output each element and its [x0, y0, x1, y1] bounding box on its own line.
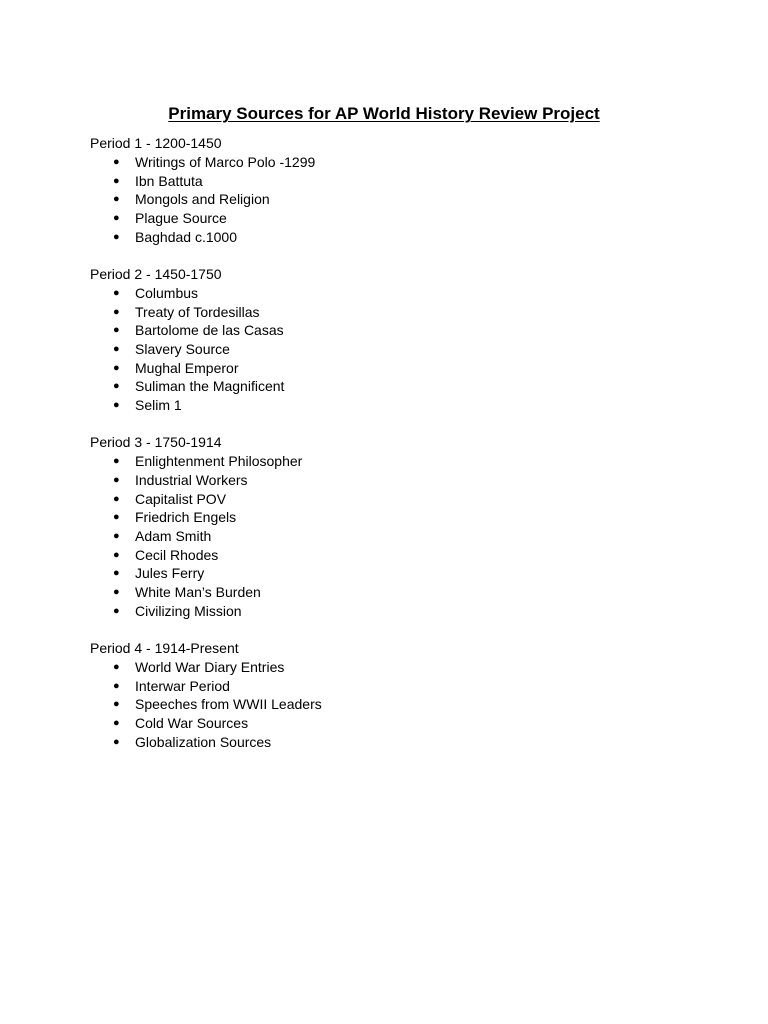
list-item-text: Capitalist POV: [135, 490, 227, 507]
list-item: [90, 508, 710, 527]
bullet-icon: ●: [113, 286, 120, 299]
list-item: [90, 340, 710, 359]
list-item: [90, 677, 710, 696]
list-item-text: Globalization Sources: [135, 733, 272, 750]
bullet-icon: ●: [113, 380, 120, 393]
source-list: [90, 658, 710, 751]
list-item: [90, 695, 710, 714]
list-item: [90, 209, 710, 228]
list-item-text: Treaty of Tordesillas: [135, 303, 260, 320]
list-item: [90, 228, 710, 247]
list-item-text: Suliman the Magnificent: [135, 378, 285, 395]
list-item: [90, 396, 710, 415]
bullet-icon: ●: [113, 548, 120, 561]
period-heading: Period 4 - 1914-Present: [90, 639, 239, 656]
period-heading: Period 3 - 1750-1914: [90, 434, 222, 451]
bullet-icon: ●: [113, 343, 120, 355]
list-item-text: World War Diary Entries: [135, 658, 285, 675]
bullet-icon: ●: [113, 530, 120, 542]
list-item: [90, 546, 710, 565]
bullet-icon: ●: [113, 473, 120, 486]
list-item: [90, 733, 710, 752]
period-section: [90, 134, 710, 246]
bullet-icon: ●: [113, 735, 120, 748]
list-item: [90, 471, 710, 490]
list-item-text: Cecil Rhodes: [135, 546, 219, 563]
bullet-icon: ●: [113, 604, 120, 617]
list-item-text: Ibn Battuta: [135, 172, 203, 189]
bullet-icon: ●: [113, 324, 120, 337]
bullet-icon: ●: [113, 567, 120, 580]
source-list: [90, 284, 710, 415]
list-item: [90, 527, 710, 546]
bullet-icon: ●: [113, 361, 120, 374]
list-item: [90, 564, 710, 583]
list-item: [90, 153, 710, 172]
list-item-text: Enlightenment Philosopher: [135, 453, 303, 470]
list-item-text: White Man’s Burden: [135, 584, 261, 601]
bullet-icon: ●: [113, 660, 120, 673]
bullet-icon: ●: [113, 399, 120, 412]
list-item: [90, 359, 710, 378]
periods-container: [90, 134, 710, 770]
bullet-icon: ●: [113, 174, 120, 187]
list-item-text: Mongols and Religion: [135, 191, 270, 208]
list-item-text: Civilizing Mission: [135, 602, 242, 619]
list-item: [90, 452, 710, 471]
list-item: [90, 303, 710, 322]
period-section: [90, 433, 710, 620]
bullet-icon: ●: [113, 679, 120, 692]
bullet-icon: ●: [113, 305, 120, 318]
list-item-text: Plague Source: [135, 210, 227, 227]
bullet-icon: ●: [113, 193, 120, 206]
list-item-text: Columbus: [135, 284, 199, 301]
list-item: [90, 714, 710, 733]
list-item: [90, 658, 710, 677]
period-heading: Period 1 - 1200-1450: [90, 135, 222, 151]
bullet-icon: ●: [113, 212, 120, 225]
list-item: [90, 284, 710, 303]
period-section: [90, 639, 710, 751]
list-item: [90, 490, 710, 509]
list-item: [90, 321, 710, 340]
list-item: [90, 602, 710, 621]
list-item-text: Adam Smith: [135, 528, 212, 544]
list-item-text: Speeches from WWII Leaders: [135, 696, 322, 713]
list-item: [90, 377, 710, 396]
bullet-icon: ●: [113, 511, 120, 524]
list-item-text: Selim 1: [135, 397, 182, 414]
list-item-text: Slavery Source: [135, 341, 230, 357]
list-item-text: Jules Ferry: [135, 565, 205, 582]
bullet-icon: ●: [113, 586, 120, 599]
list-item-text: Friedrich Engels: [135, 509, 237, 526]
list-item-text: Bartolome de las Casas: [135, 322, 284, 339]
document-title: Primary Sources for AP World History Review Project: [168, 104, 600, 124]
bullet-icon: ●: [113, 698, 120, 711]
list-item-text: Cold War Sources: [135, 715, 249, 731]
list-item: [90, 172, 710, 191]
period-section: [90, 265, 710, 415]
list-item-text: Mughal Emperor: [135, 359, 239, 376]
list-item-text: Writings of Marco Polo -1299: [135, 154, 316, 170]
source-list: [90, 153, 710, 246]
bullet-icon: ●: [113, 455, 120, 468]
bullet-icon: ●: [113, 717, 120, 729]
bullet-icon: ●: [113, 492, 120, 505]
list-item-text: Interwar Period: [135, 677, 230, 694]
source-list: [90, 452, 710, 620]
list-item-text: Baghdad c.1000: [135, 228, 237, 245]
period-heading: Period 2 - 1450-1750: [90, 265, 222, 282]
list-item-text: Industrial Workers: [135, 471, 248, 488]
bullet-icon: ●: [113, 156, 120, 168]
list-item: [90, 190, 710, 209]
list-item: [90, 583, 710, 602]
bullet-icon: ●: [113, 230, 120, 243]
